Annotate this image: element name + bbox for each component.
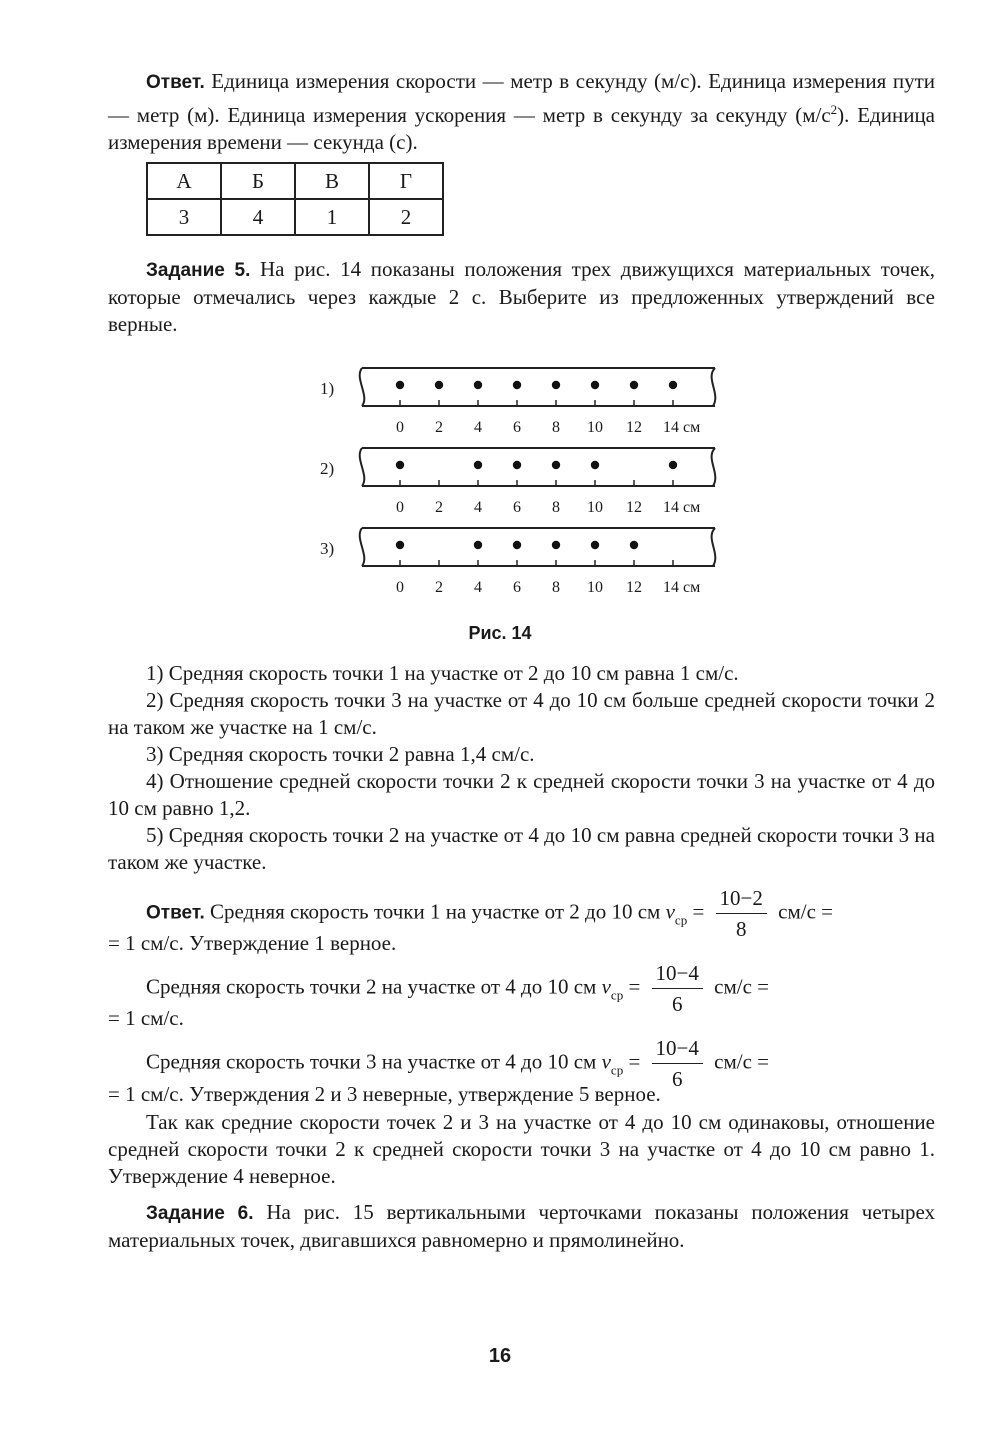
equals-sign: = xyxy=(692,899,705,924)
position-dot xyxy=(513,461,521,469)
tick-label: 8 xyxy=(552,419,560,436)
task-6-paragraph xyxy=(108,1199,935,1254)
answer-table xyxy=(146,162,444,236)
answer-4-paragraph xyxy=(108,68,935,156)
position-dot xyxy=(552,461,560,469)
tick-label: 2 xyxy=(435,579,443,596)
tick-label: 4 xyxy=(474,579,482,596)
tick-label: 4 xyxy=(474,499,482,516)
tape-left-end xyxy=(360,368,365,406)
page-number: 16 xyxy=(488,1345,512,1367)
velocity-symbol: v xyxy=(601,974,611,999)
unit-equals: см/с = xyxy=(714,1049,769,1074)
velocity-subscript: ср xyxy=(610,1062,624,1078)
position-dot xyxy=(474,381,482,389)
position-dot xyxy=(591,461,599,469)
tick-label: 14 см xyxy=(663,579,701,596)
tick-label: 8 xyxy=(552,499,560,516)
table-value-cell: 2 xyxy=(369,199,443,235)
solution-conclusion: Так как средние скорости точек 2 и 3 на участке от 4 до 10 см одинаковы, отношение средней скорости точки 2 к средней скорости точки 3 на участке от 4 до 10 см равно 1. Утверждение 4 неверное. xyxy=(108,1110,935,1188)
task-6-label: Задание 6. xyxy=(146,1203,254,1224)
tick-label: 12 xyxy=(626,499,642,516)
statement-5: 5) Средняя скорость точки 2 на участке от 4 до 10 см равна средней скорости точки 3 на таком же участке. xyxy=(108,823,935,874)
equals-sign: = xyxy=(628,974,641,999)
position-dot xyxy=(552,381,560,389)
position-dot xyxy=(591,381,599,389)
statement-2: 2) Средняя скорость точки 3 на участке от 4 до 10 см больше средней скорости точки 2 на таком же участке на 1 см/с. xyxy=(108,688,935,739)
position-dot xyxy=(435,381,443,389)
task-5-label: Задание 5. xyxy=(146,260,251,281)
velocity-symbol: v xyxy=(601,1049,611,1074)
position-dot xyxy=(474,541,482,549)
table-header-cell: В xyxy=(295,163,369,199)
tick-label: 0 xyxy=(396,419,404,436)
table-header-cell: Б xyxy=(221,163,295,199)
task-5-text: На рис. 14 показаны положения трех движущихся материальных точек, которые отмечались через каждые 2 с. Выберите из предложенных утверждений все верные. xyxy=(108,257,935,336)
tick-label: 6 xyxy=(513,499,521,516)
tick-label: 6 xyxy=(513,419,521,436)
fraction-3-denominator: 6 xyxy=(671,1067,683,1091)
figure-caption: Рис. 14 xyxy=(468,623,532,643)
solution-1-pre: Средняя скорость точки 1 на участке от 2 до 10 см xyxy=(204,899,661,924)
position-dot xyxy=(396,381,404,389)
tick-label: 10 xyxy=(587,579,603,596)
unit-equals: см/с = xyxy=(778,899,833,924)
position-dot xyxy=(513,541,521,549)
solution-3-post: = 1 см/с. Утверждения 2 и 3 неверные, утверждение 5 верное. xyxy=(108,1082,661,1106)
tick-label: 2 xyxy=(435,419,443,436)
tick-label: 0 xyxy=(396,499,404,516)
tick-label: 0 xyxy=(396,579,404,596)
figure-14 xyxy=(320,360,730,610)
position-dot xyxy=(669,381,677,389)
answer-4-superscript: 2 xyxy=(830,102,838,117)
table-header-cell: Г xyxy=(369,163,443,199)
solution-label: Ответ. xyxy=(146,902,205,924)
strip-label: 2) xyxy=(320,459,335,478)
strip-label: 1) xyxy=(320,379,335,398)
statement-3: 3) Средняя скорость точки 2 равна 1,4 см/с. xyxy=(146,742,535,766)
tick-label: 4 xyxy=(474,419,482,436)
fraction-1-denominator: 8 xyxy=(735,917,747,941)
tick-label: 12 xyxy=(626,579,642,596)
solution-2-pre: Средняя скорость точки 2 на участке от 4 до 10 см xyxy=(146,974,597,999)
fraction-2-numerator: 10−4 xyxy=(652,960,703,989)
statement-4: 4) Отношение средней скорости точки 2 к средней скорости точки 3 на участке от 4 до 10 см равно 1,2. xyxy=(108,769,935,820)
answer-table-value-row xyxy=(147,199,443,235)
tick-label: 14 см xyxy=(663,419,701,436)
tick-label: 10 xyxy=(587,419,603,436)
tape-right-end xyxy=(712,528,716,566)
position-dot xyxy=(669,461,677,469)
velocity-subscript: ср xyxy=(610,987,624,1003)
tape-right-end xyxy=(712,368,716,406)
table-value-cell: 3 xyxy=(147,199,221,235)
strip-label: 3) xyxy=(320,539,335,558)
position-dot xyxy=(396,461,404,469)
task-6-text: На рис. 15 вертикальными черточками показаны положения четырех материальных точек, двигавшихся равномерно и прямолинейно. xyxy=(108,1200,935,1252)
answer-4-text-a: Единица измерения скорости — метр в секунду (м/с). Единица измерения пути — метр (м). Единица измерения ускорения — метр в секунду за секунду (м/с xyxy=(108,69,935,127)
fraction-1-numerator: 10−2 xyxy=(716,885,767,914)
velocity-subscript: ср xyxy=(674,912,688,928)
equals-sign: = xyxy=(628,1049,641,1074)
position-dot xyxy=(630,381,638,389)
tape-right-end xyxy=(712,448,716,486)
solution-1-post: = 1 см/с. Утверждение 1 верное. xyxy=(108,931,397,955)
answer-label: Ответ. xyxy=(146,72,205,93)
fraction-3-numerator: 10−4 xyxy=(652,1035,703,1064)
tape-left-end xyxy=(360,528,365,566)
tick-label: 8 xyxy=(552,579,560,596)
table-header-cell: А xyxy=(147,163,221,199)
position-dot xyxy=(396,541,404,549)
answer-4-text-b: ). Единица измерения времени — секунда (с). xyxy=(108,103,936,154)
statement-1: 1) Средняя скорость точки 1 на участке от 2 до 10 см равна 1 см/с. xyxy=(146,661,739,685)
position-dot xyxy=(591,541,599,549)
tape-left-end xyxy=(360,448,365,486)
unit-equals: см/с = xyxy=(714,974,769,999)
solution-3-pre: Средняя скорость точки 3 на участке от 4 до 10 см xyxy=(146,1049,597,1074)
tick-label: 14 см xyxy=(663,499,701,516)
table-value-cell: 4 xyxy=(221,199,295,235)
position-dot xyxy=(552,541,560,549)
tick-label: 2 xyxy=(435,499,443,516)
tick-label: 6 xyxy=(513,579,521,596)
task-5-paragraph xyxy=(108,256,935,338)
tick-label: 10 xyxy=(587,499,603,516)
fraction-2-denominator: 6 xyxy=(671,992,683,1016)
velocity-symbol: v xyxy=(665,899,675,924)
position-dot xyxy=(474,461,482,469)
answer-table-header-row xyxy=(147,163,443,199)
table-value-cell: 1 xyxy=(295,199,369,235)
solution-2-post: = 1 см/с. xyxy=(108,1006,184,1030)
position-dot xyxy=(513,381,521,389)
position-dot xyxy=(630,541,638,549)
tick-label: 12 xyxy=(626,419,642,436)
